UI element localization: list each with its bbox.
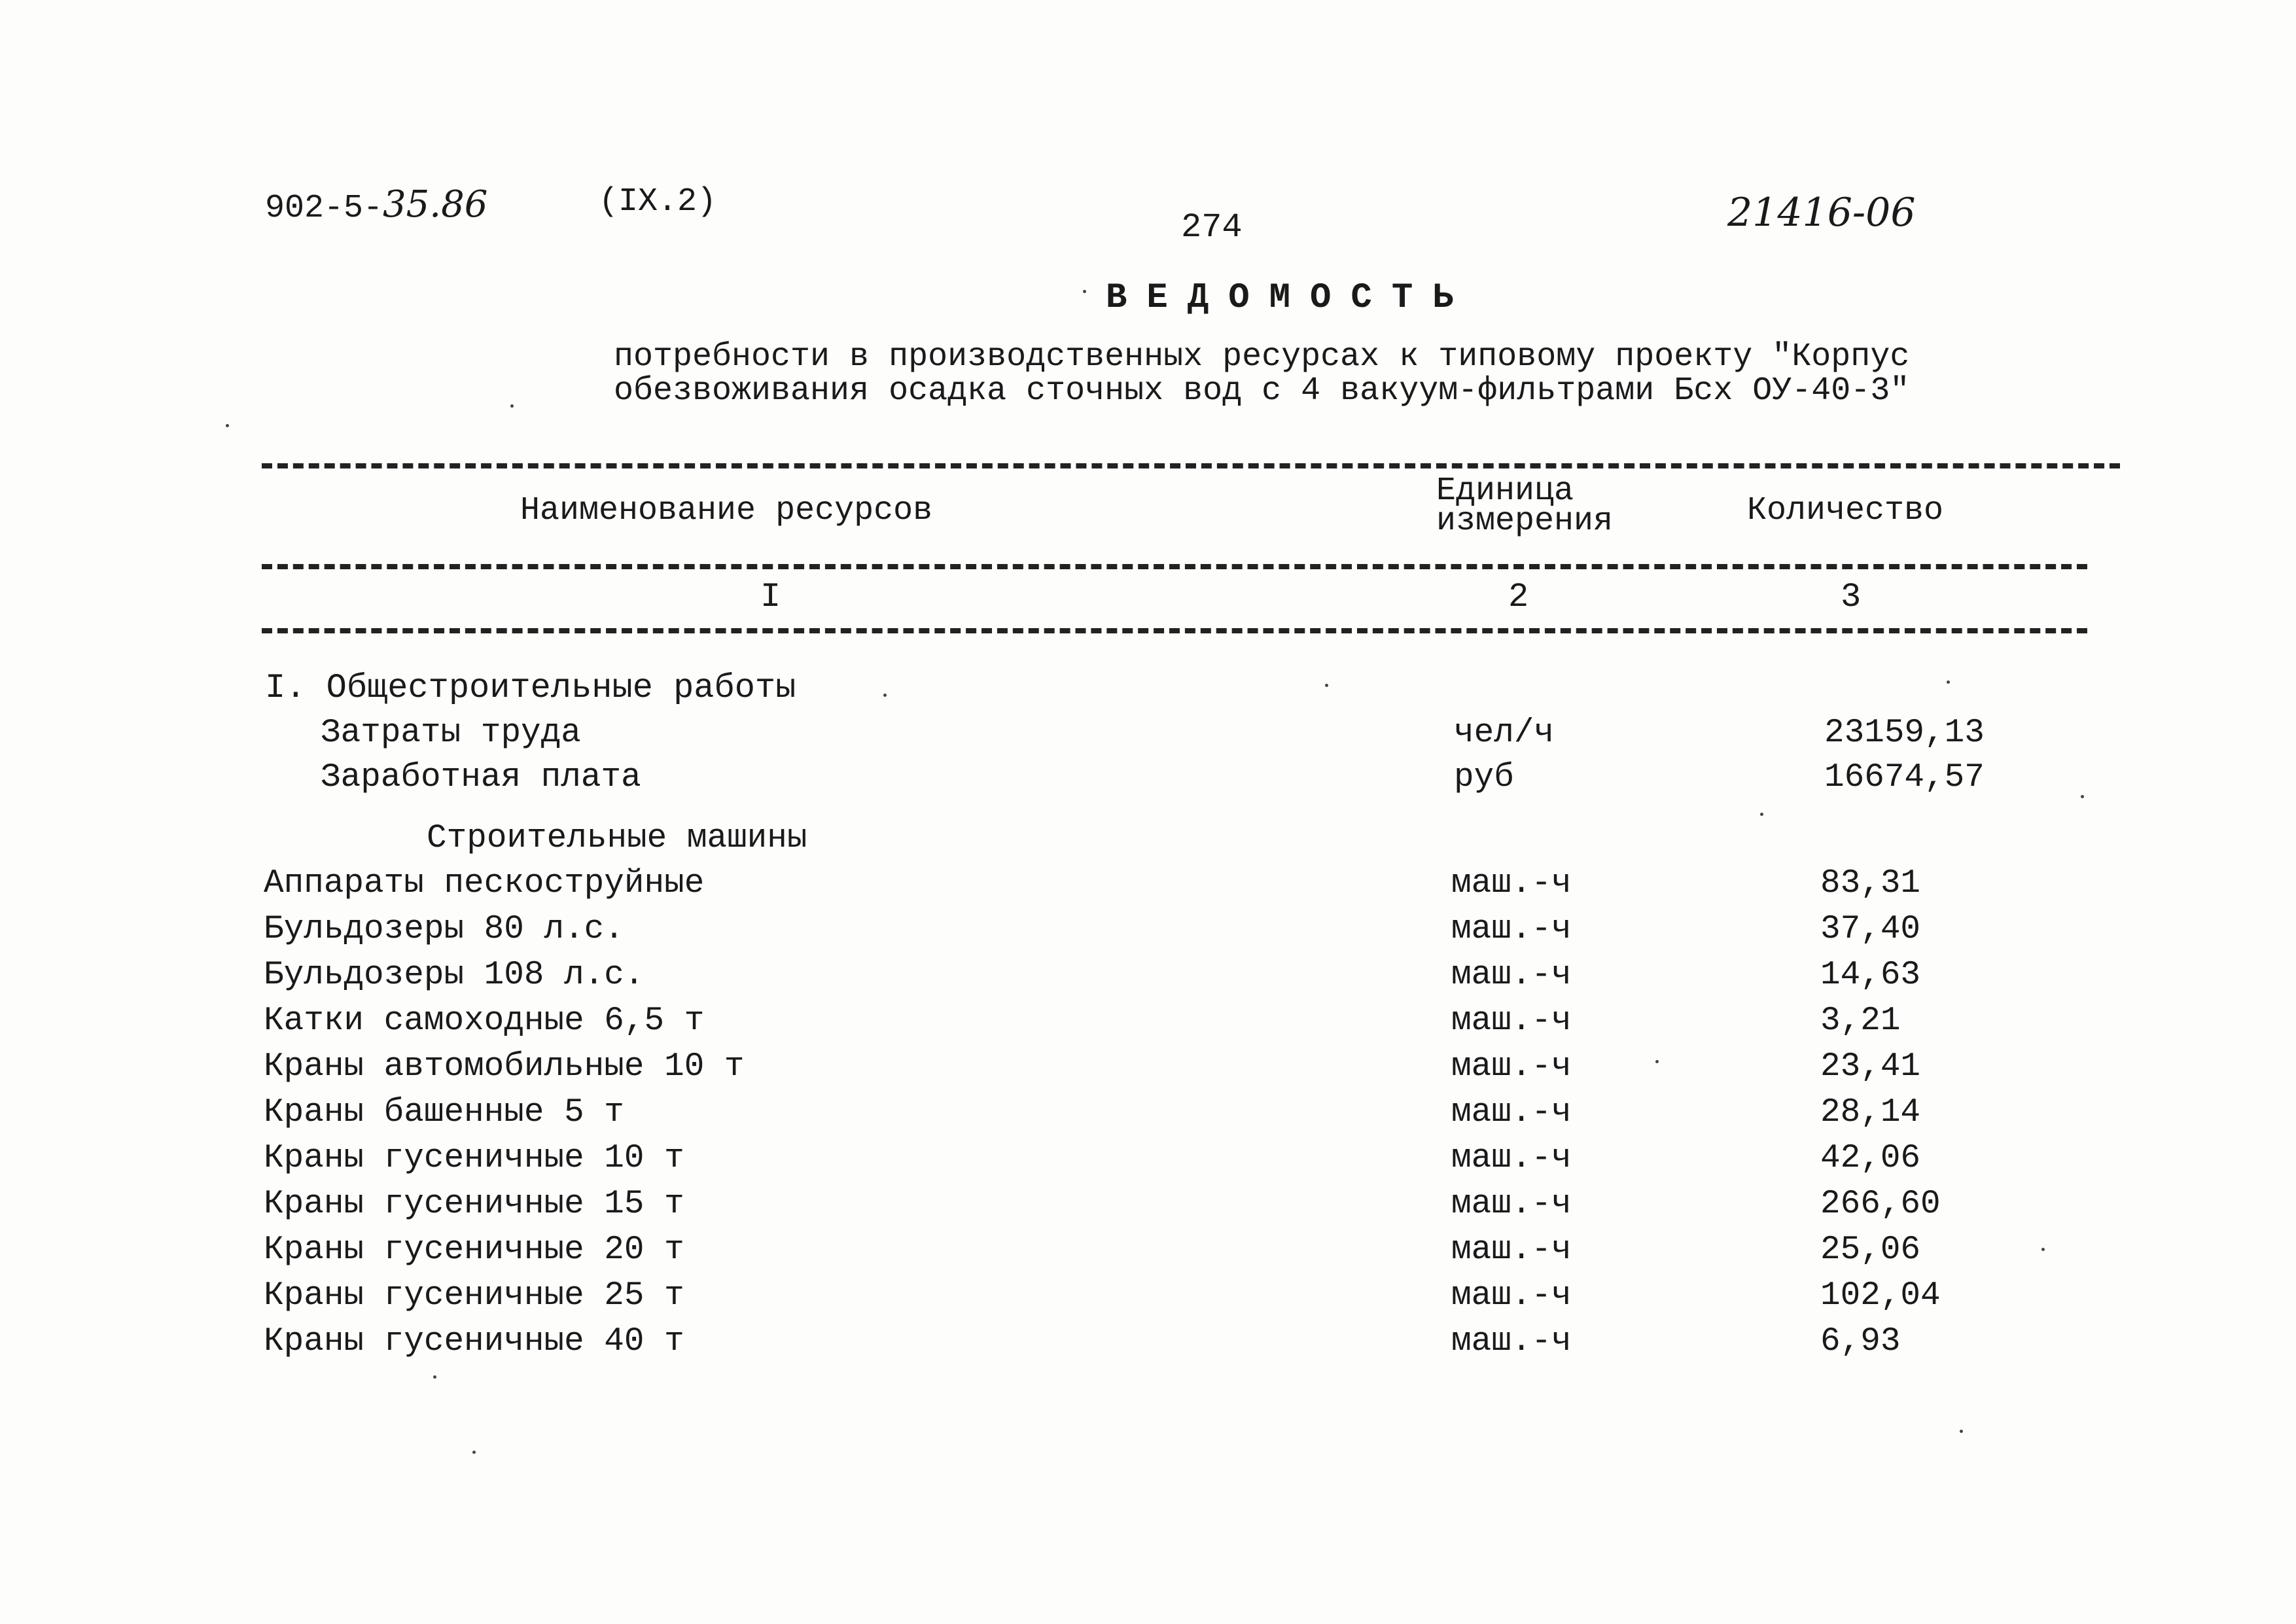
table-row (0, 865, 2296, 911)
table-row (0, 911, 2296, 957)
row-name: Краны гусеничные 40 т (264, 1323, 684, 1360)
row-quantity: 28,14 (1820, 1094, 1921, 1131)
row-quantity: 42,06 (1820, 1140, 1921, 1177)
row-unit: маш.-ч (1451, 911, 1572, 948)
table-body-rule (262, 628, 2087, 633)
table-header-rule (262, 564, 2087, 569)
scan-speck (1947, 680, 1950, 684)
row-unit: руб (1454, 759, 1514, 796)
row-unit: маш.-ч (1451, 1002, 1572, 1040)
row-unit: маш.-ч (1451, 1048, 1572, 1086)
row-unit: маш.-ч (1451, 1323, 1572, 1360)
scan-speck (1325, 684, 1328, 687)
row-quantity: 266,60 (1820, 1186, 1941, 1223)
row-quantity: 102,04 (1820, 1277, 1941, 1315)
scan-speck (433, 1375, 436, 1379)
table-row (0, 1186, 2296, 1231)
scan-speck (2081, 795, 2084, 798)
section-title: I. Общестроительные работы (265, 669, 796, 707)
row-name: Краны гусеничные 10 т (264, 1140, 684, 1177)
table-row (0, 1231, 2296, 1277)
document-code-handwritten: 35.86 (383, 183, 488, 226)
row-unit: маш.-ч (1451, 1186, 1572, 1223)
registration-number: 21416-06 (1727, 190, 1916, 236)
document-title: ВЕДОМОСТЬ (1106, 278, 1474, 318)
row-name: Затраты труда (321, 715, 581, 752)
row-quantity: 6,93 (1820, 1323, 1901, 1360)
row-unit: маш.-ч (1451, 1140, 1572, 1177)
table-row (0, 715, 2296, 760)
row-name: Краны гусеничные 15 т (264, 1186, 684, 1223)
column-header-unit-line-1: Единица (1436, 472, 1574, 510)
row-name: Аппараты пескоструйные (264, 865, 705, 902)
row-quantity: 3,21 (1820, 1002, 1901, 1040)
document-subtitle-line-2: обезвоживания осадка сточных вод с 4 вакуум-фильтрами Бсх ОУ-40-3" (614, 372, 1910, 410)
document-code (265, 183, 487, 227)
document-code-printed: 902-5- (265, 190, 383, 227)
row-name: Краны гусеничные 20 т (264, 1231, 684, 1269)
row-name: Заработная плата (321, 759, 641, 796)
scan-speck (2041, 1248, 2045, 1251)
row-quantity: 37,40 (1820, 911, 1921, 948)
row-unit: маш.-ч (1451, 1231, 1572, 1269)
subsection-title: Строительные машины (427, 820, 807, 857)
scan-speck (226, 424, 229, 427)
scan-speck (472, 1451, 476, 1454)
row-name: Бульдозеры 80 л.с. (264, 911, 624, 948)
column-number-2: 2 (1508, 578, 1529, 616)
row-unit: маш.-ч (1451, 1277, 1572, 1315)
table-row (0, 1140, 2296, 1186)
row-unit: маш.-ч (1451, 1094, 1572, 1131)
table-row (0, 1094, 2296, 1140)
table-row (0, 1323, 2296, 1369)
column-header-unit (1436, 472, 1614, 540)
scan-speck (1960, 1430, 1963, 1433)
row-quantity: 16674,57 (1824, 759, 1985, 796)
scan-speck (510, 404, 514, 408)
column-header-quantity: Количество (1747, 492, 1944, 529)
column-number-1: I (760, 578, 781, 616)
scan-speck (883, 694, 887, 697)
section-label: (IX.2) (599, 183, 717, 221)
column-header-unit-line-2: измерения (1436, 503, 1614, 540)
row-name: Краны автомобильные 10 т (264, 1048, 745, 1086)
row-unit: маш.-ч (1451, 957, 1572, 994)
column-number-3: 3 (1841, 578, 1862, 616)
document-subtitle-line-1: потребности в производственных ресурсах к типовому проекту "Корпус (614, 338, 1910, 376)
row-name: Бульдозеры 108 л.с. (264, 957, 645, 994)
table-row (0, 1002, 2296, 1048)
table-row (0, 957, 2296, 1002)
table-row (0, 759, 2296, 805)
row-quantity: 25,06 (1820, 1231, 1921, 1269)
scan-speck (1760, 813, 1763, 816)
row-unit: маш.-ч (1451, 865, 1572, 902)
row-name: Краны гусеничные 25 т (264, 1277, 684, 1315)
row-quantity: 23159,13 (1824, 715, 1985, 752)
table-row (0, 1048, 2296, 1094)
row-name: Катки самоходные 6,5 т (264, 1002, 705, 1040)
table-row (0, 1277, 2296, 1323)
table-top-rule (262, 463, 2120, 468)
row-quantity: 83,31 (1820, 865, 1921, 902)
row-unit: чел/ч (1454, 715, 1555, 752)
row-name: Краны башенные 5 т (264, 1094, 624, 1131)
scan-speck (1655, 1060, 1659, 1063)
row-quantity: 23,41 (1820, 1048, 1921, 1086)
scan-speck (1083, 290, 1086, 293)
row-quantity: 14,63 (1820, 957, 1921, 994)
column-header-name: Наименование ресурсов (520, 492, 933, 529)
page-number: 274 (1181, 208, 1243, 247)
